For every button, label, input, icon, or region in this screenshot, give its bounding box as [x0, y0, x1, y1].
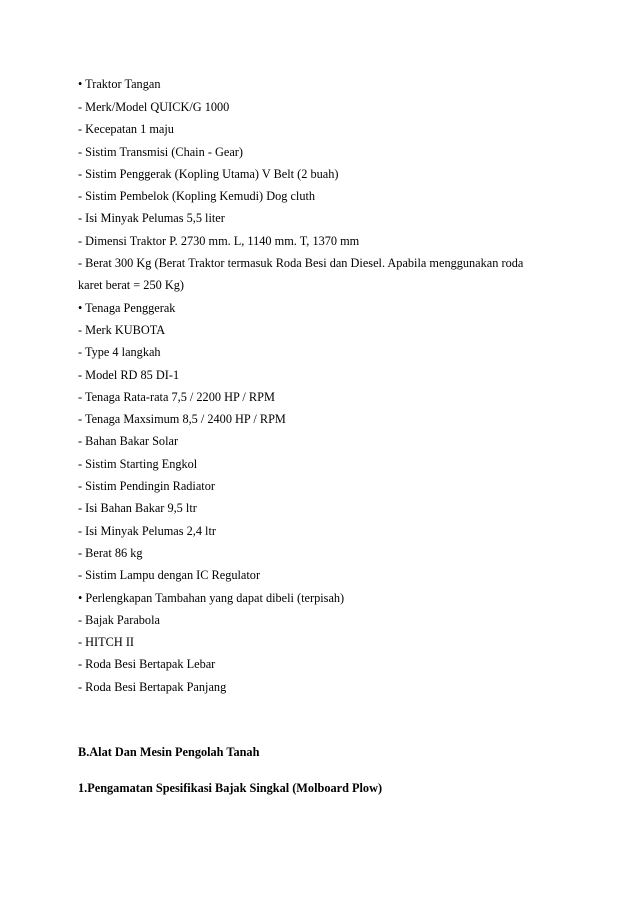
spec-line: - Merk KUBOTA — [78, 323, 166, 337]
spec-line: - Tenaga Maxsimum 8,5 / 2400 HP / RPM — [78, 412, 286, 426]
spec-line: - Sistim Pendingin Radiator — [78, 479, 215, 493]
spec-line: - Sistim Transmisi (Chain - Gear) — [78, 145, 243, 159]
spec-line: - Isi Bahan Bakar 9,5 ltr — [78, 501, 197, 515]
spec-line: - Bahan Bakar Solar — [78, 434, 179, 448]
spec-line: - Model RD 85 DI-1 — [78, 368, 180, 382]
spec-line: - Berat 86 kg — [78, 546, 143, 560]
spec-line: - Dimensi Traktor P. 2730 mm. L, 1140 mm. T, 1370 mm — [78, 234, 360, 248]
bullet-heading-traktor-tangan: • Traktor Tangan — [78, 77, 161, 91]
subsection-heading: 1.Pengamatan Spesifikasi Bajak Singkal (Molboard Plow) — [78, 781, 383, 795]
spec-line: - Bajak Parabola — [78, 613, 160, 627]
spec-line-continued: karet berat = 250 Kg) — [78, 278, 184, 292]
section-heading: B.Alat Dan Mesin Pengolah Tanah — [78, 745, 260, 759]
spec-line: - Sistim Penggerak (Kopling Utama) V Belt (2 buah) — [78, 167, 339, 181]
spec-line: - Tenaga Rata-rata 7,5 / 2200 HP / RPM — [78, 390, 275, 404]
spec-line: - HITCH II — [78, 635, 135, 649]
spec-line: - Roda Besi Bertapak Panjang — [78, 680, 227, 694]
spec-line: - Sistim Pembelok (Kopling Kemudi) Dog cluth — [78, 189, 316, 203]
bullet-heading-perlengkapan: • Perlengkapan Tambahan yang dapat dibeli (terpisah) — [78, 591, 345, 605]
spec-line: - Isi Minyak Pelumas 2,4 ltr — [78, 524, 216, 538]
spec-line: - Merk/Model QUICK/G 1000 — [78, 100, 230, 114]
spec-line: - Kecepatan 1 maju — [78, 122, 174, 136]
spec-line: - Berat 300 Kg (Berat Traktor termasuk Roda Besi dan Diesel. Apabila menggunakan roda — [78, 256, 524, 270]
spec-line: - Roda Besi Bertapak Lebar — [78, 657, 216, 671]
bullet-heading-tenaga-penggerak: • Tenaga Penggerak — [78, 301, 176, 315]
spec-line: - Isi Minyak Pelumas 5,5 liter — [78, 211, 225, 225]
spec-line: - Sistim Starting Engkol — [78, 457, 198, 471]
spec-line: - Sistim Lampu dengan IC Regulator — [78, 568, 261, 582]
spec-line: - Type 4 langkah — [78, 345, 161, 359]
